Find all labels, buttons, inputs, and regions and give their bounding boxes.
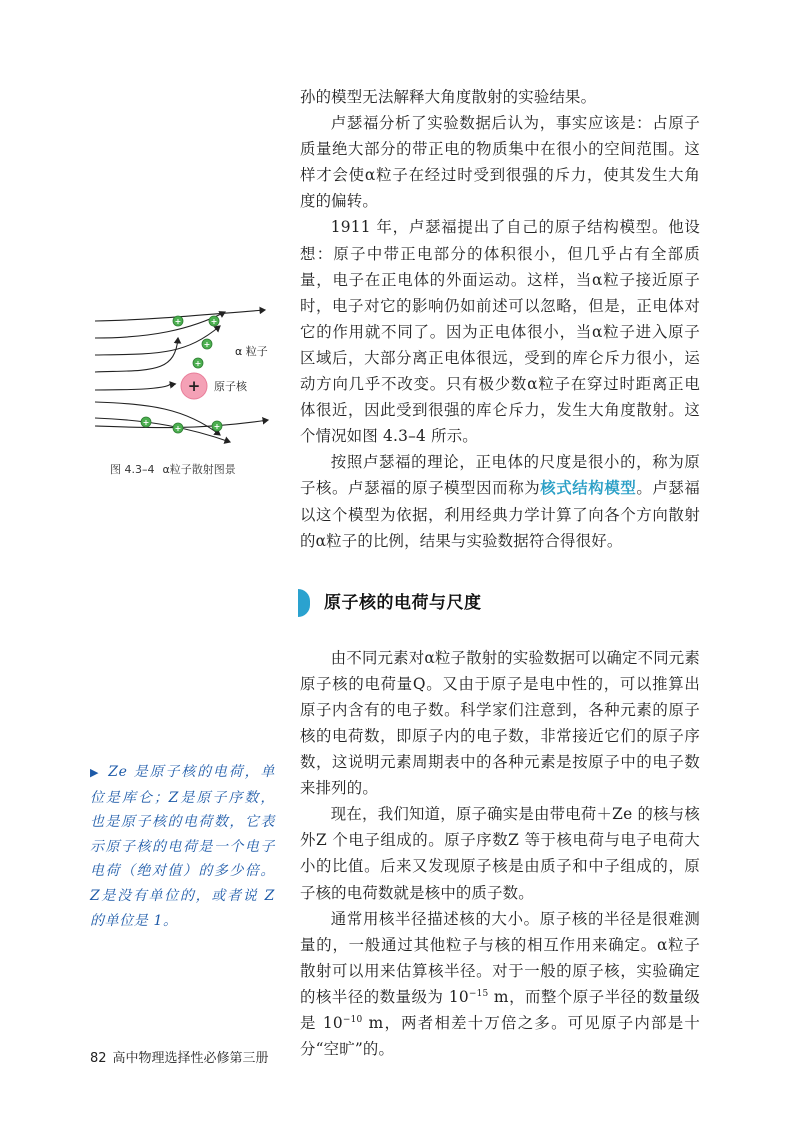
- paragraph: 由不同元素对α粒子散射的实验数据可以确定不同元素原子核的电荷量Q。又由于原子是电中性的，可以推算出原子内含有的电子数。科学家们注意到，各种元素的原子核的电荷数，即原子内的电子数，非常接近它们的原子序数，这说明元素周期表中的各种元素是按原子中的电子数来排列的。: [300, 648, 700, 798]
- trajectory-line: [95, 312, 225, 338]
- paragraph: [300, 449, 700, 553]
- svg-text:+: +: [174, 424, 182, 433]
- svg-text:+: +: [203, 340, 211, 349]
- paragraph: 孙的模型无法解释大角度散射的实验结果。: [300, 88, 597, 106]
- main-text: [300, 84, 700, 1062]
- sidenote-text: Ze 是原子核的电荷，单位是库仑；Z是原子序数，也是原子核的电荷数，它表示原子核的电荷是一个电子电荷（绝对值）的多少倍。Z是没有单位的，或者说 Z 的单位是 1。: [90, 764, 275, 929]
- section-marker-icon: [298, 589, 310, 617]
- figure-caption: [110, 461, 244, 477]
- scattering-diagram: [90, 300, 290, 450]
- keyword-nuclear-model: 核式结构模型: [540, 479, 637, 498]
- svg-text:+: +: [210, 317, 218, 326]
- svg-text:+: +: [142, 418, 150, 427]
- paragraph: 1911 年，卢瑟福提出了自己的原子结构模型。他设想：原子中带正电部分的体积很小，但几乎占有全部质量，电子在正电体的外面运动。这样，当α粒子接近原子时，电子对它的影响仍如前述可以忽略，但是，正电体对它的作用就不同了。因为正电体很小，当α粒子进入原子区域后，大部分离正电体很远，受到的库仑斥力很小，运动方向几乎不改变。只有极少数α粒子在穿过时距离正电体很近，因此受到很强的库仑斥力，发生大角度散射。这个情况如图 4.3–4 所示。: [300, 218, 700, 446]
- triangle-marker-icon: ▶: [90, 766, 101, 779]
- text-span: 按照卢瑟福的理论，正电体的尺度是很小的，称为原子核。卢瑟福的原子模型因而称为: [300, 453, 700, 498]
- svg-text:+: +: [194, 359, 202, 368]
- alpha-scattering-figure: [90, 300, 290, 450]
- trajectory-line: [95, 418, 230, 442]
- text-span: m，两者相差十万倍之多。可见原子内部是十分“空旷”的。: [300, 1014, 701, 1059]
- page-number: 82: [90, 1051, 107, 1066]
- svg-text:+: +: [213, 422, 221, 431]
- svg-text:+: +: [174, 317, 182, 326]
- paragraph: 卢瑟福分析了实验数据后认为，事实应该是：占原子质量绝大部分的带正电的物质集中在很小的空间范围。这样才会使α粒子在经过时受到很强的斥力，使其发生大角度的偏转。: [300, 114, 700, 211]
- nucleus-plus-sign: +: [187, 377, 201, 395]
- paragraph: [300, 906, 700, 1063]
- figure-number: 图 4.3–4: [110, 463, 155, 476]
- trajectory-line: [95, 382, 171, 390]
- text-span: 通常用核半径描述核的大小。原子核的半径是很难测量的，一般通过其他粒子与核的相互作用来确定。α粒子散射可以用来估算核半径。对于一般的原子核，实验确定的核半径的数量级为 10: [300, 909, 700, 1006]
- book-title: 高中物理选择性必修第三册: [112, 1051, 269, 1066]
- figure-title: α粒子散射图景: [162, 463, 236, 476]
- alpha-label: α 粒子: [235, 345, 268, 358]
- paragraph: 现在，我们知道，原子确实是由带电荷＋Ze 的核与核外Z 个电子组成的。原子序数Z 等于核电荷与电子电荷大小的比值。后来又发现原子核是由质子和中子组成的，原子核的电荷数就是核中的质子数。: [300, 805, 700, 902]
- nucleus-label: 原子核: [214, 380, 247, 393]
- page-footer: [90, 1047, 269, 1066]
- nucleus: [181, 373, 207, 399]
- text-span: 。卢瑟福以这个模型为依据，利用经典力学计算了向各个方向散射的α粒子的比例，结果与实验数据符合得很好。: [300, 479, 700, 550]
- exponent: −15: [468, 988, 489, 999]
- text-span: m，而整个原子半径的数量级是 10: [300, 987, 700, 1032]
- section-header: [298, 588, 700, 618]
- trajectory-line: [95, 326, 220, 355]
- sidenote: [90, 760, 275, 933]
- section-title: 原子核的电荷与尺度: [324, 592, 482, 613]
- exponent: −10: [342, 1014, 363, 1025]
